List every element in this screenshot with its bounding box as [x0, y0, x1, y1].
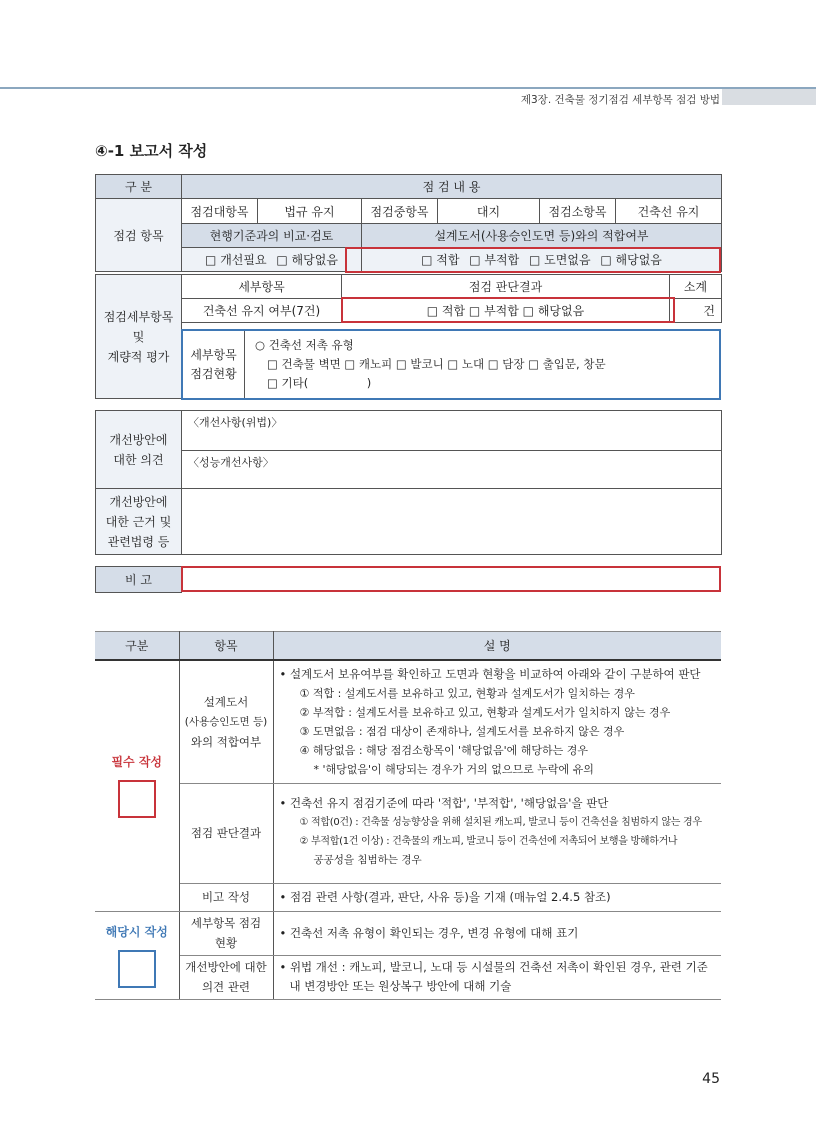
suitability-highlight [345, 247, 721, 273]
status-box [181, 329, 721, 400]
subtotal-header: 소계 [670, 275, 722, 299]
row3-item: 비고 작성 [179, 883, 273, 911]
remarks-label: 비 고 [96, 567, 182, 593]
major-value: 법규 유지 [258, 199, 362, 224]
subtotal-unit: 건 [670, 299, 722, 323]
row1-line2: ① 적합 : 설계도서를 보유하고 있고, 현황과 설계도서가 일치하는 경우 [299, 686, 635, 700]
explain-col-desc: 설 명 [273, 632, 721, 660]
opinion-violation[interactable]: 〈개선사항(위법)〉 [182, 411, 722, 451]
chapter-title: 제3장. 건축물 정기점검 세부항목 점검 방법 [520, 94, 720, 106]
status-label [183, 331, 245, 398]
judgement-header: 점검 판단결과 [342, 275, 670, 299]
row4-desc: • 건축선 저촉 유형이 확인되는 경우, 변경 유형에 대해 표기 [273, 911, 721, 955]
basis-label-line3: 관련법령 등 [107, 534, 170, 549]
required-cell [95, 660, 179, 912]
row2-line3: ② 부적합(1건 이상) : 건축물의 캐노피, 발코니 등이 건축선에 저촉되어 보행을 방해하거나 [299, 835, 678, 847]
basis-label-line2: 대한 근거 및 [105, 514, 172, 529]
row1-line3: ② 부적합 : 설계도서를 보유하고 있고, 현황과 설계도서가 일치하지 않는 경우 [299, 705, 671, 719]
row5-line1: • 위법 개선 : 캐노피, 발코니, 노대 등 시설물의 건축선 저촉이 확인된 경우, 관련 기준 [279, 960, 708, 974]
conditional-cell [95, 911, 179, 999]
row4-item-line1: 세부항목 점검 [190, 916, 262, 930]
row1-item [179, 660, 273, 784]
middle-label: 점검중항목 [362, 199, 438, 224]
detail-label-line1: 점검세부항목 [103, 309, 174, 324]
judgement-options[interactable]: □ 적합 □ 부적합 □ 해당없음 [342, 299, 670, 323]
opinion-label [96, 411, 182, 489]
suitability-label: 설계도서(사용승인도면 등)와의 적합여부 [362, 224, 722, 248]
sub-item-name: 건축선 유지 여부(7건) [182, 299, 342, 323]
middle-value: 대지 [438, 199, 540, 224]
required-label: 필수 작성 [111, 755, 163, 769]
checkbox-no-drawing[interactable]: □ 도면없음 [529, 253, 591, 267]
row5-item-line2: 의견 관련 [201, 980, 251, 994]
opinion-label-line2: 대한 의견 [113, 452, 164, 467]
compare-options [182, 248, 362, 272]
status-line3[interactable]: □ 기타( ) [267, 376, 372, 390]
required-marker [118, 780, 156, 818]
major-label: 점검대항목 [182, 199, 258, 224]
header-tab [722, 89, 816, 105]
section-title: ④-1 보고서 작성 [95, 142, 208, 160]
opinion-performance[interactable]: 〈성능개선사항〉 [182, 451, 722, 489]
minor-value: 건축선 유지 [616, 199, 722, 224]
minor-label: 점검소항목 [540, 199, 616, 224]
checkbox-not-applicable[interactable]: □ 해당없음 [276, 253, 338, 267]
checkbox-suitable[interactable]: □ 적합 [421, 253, 460, 267]
status-label-line2: 점검현황 [190, 366, 237, 381]
opinion-label-line1: 개선방안에 [109, 432, 168, 447]
basis-label [96, 489, 182, 555]
judgement-highlight [341, 297, 675, 323]
status-content [255, 336, 606, 393]
row4-item-line2: 현황 [214, 936, 238, 950]
row2-line4: 공공성을 침범하는 경우 [313, 853, 422, 866]
form-col-content: 점 검 내 용 [182, 175, 722, 199]
explain-col-item: 항목 [179, 632, 273, 660]
sub-item-header: 세부항목 [182, 275, 342, 299]
detail-label-line2: 및 [132, 329, 145, 344]
basis-content[interactable] [182, 489, 722, 555]
explain-col-gubun: 구분 [95, 632, 179, 660]
row3-desc: • 점검 관련 사항(결과, 판단, 사유 등)을 기재 (매뉴얼 2.4.5 참조) [273, 883, 721, 911]
row1-line5: ④ 해당없음 : 해당 점검소항목이 '해당없음'에 해당하는 경우 [299, 743, 588, 757]
checkbox-suit-not-applicable[interactable]: □ 해당없음 [600, 253, 662, 267]
checkbox-unsuitable[interactable]: □ 부적합 [469, 253, 520, 267]
status-label-line1: 세부항목 [190, 347, 237, 362]
remarks-field[interactable] [181, 566, 721, 592]
row4-item [179, 911, 273, 955]
check-item-label: 점검 항목 [96, 199, 182, 272]
page-number: 45 [702, 1071, 720, 1087]
row1-line6: * '해당없음'이 해당되는 경우가 거의 없으므로 누락에 유의 [313, 762, 594, 776]
basis-label-line1: 개선방안에 [109, 494, 168, 509]
row1-desc [273, 660, 721, 784]
row2-item: 점검 판단결과 [179, 783, 273, 883]
conditional-marker [118, 950, 156, 988]
header-rule [0, 87, 816, 89]
explain-table [95, 631, 721, 1000]
report-form-header [95, 174, 722, 199]
row2-desc [273, 783, 721, 883]
row1-item-line2: (사용승인도면 등) [184, 715, 268, 728]
row5-item-line1: 개선방안에 대한 [185, 960, 267, 974]
row2-line2: ① 적합(0건) : 건축물 성능향상을 위해 설치된 캐노피, 발코니 등이 건축선을 침범하지 않는 경우 [299, 816, 702, 828]
row1-item-line1: 설계도서 [203, 694, 249, 709]
detail-label [96, 275, 182, 399]
row5-item [179, 955, 273, 999]
detail-label-line3: 계량적 평가 [107, 349, 170, 364]
row5-line2: 내 변경방안 또는 원상복구 방안에 대해 기술 [289, 979, 512, 993]
row1-line1: • 설계도서 보유여부를 확인하고 도면과 현황을 비교하여 아래와 같이 구분하여 판단 [279, 666, 701, 681]
conditional-label: 해당시 작성 [105, 924, 168, 939]
form-col-gubun: 구 분 [96, 175, 182, 199]
status-line1: ○ 건축선 저촉 유형 [255, 338, 354, 352]
checkbox-improve-needed[interactable]: □ 개선필요 [205, 253, 267, 267]
row2-line1: • 건축선 유지 점검기준에 따라 '적합', '부적합', '해당없음'을 판단 [279, 795, 609, 810]
status-line2[interactable]: □ 건축물 벽면 □ 캐노피 □ 발코니 □ 노대 □ 담장 □ 출입문, 창문 [267, 357, 606, 371]
opinion-table [95, 410, 722, 555]
compare-label: 현행기준과의 비교·검토 [182, 224, 362, 248]
row1-line4: ③ 도면없음 : 점검 대상이 존재하나, 설계도서를 보유하지 않은 경우 [299, 724, 625, 738]
row5-desc [273, 955, 721, 999]
row1-item-line3: 와의 적합여부 [190, 734, 262, 749]
